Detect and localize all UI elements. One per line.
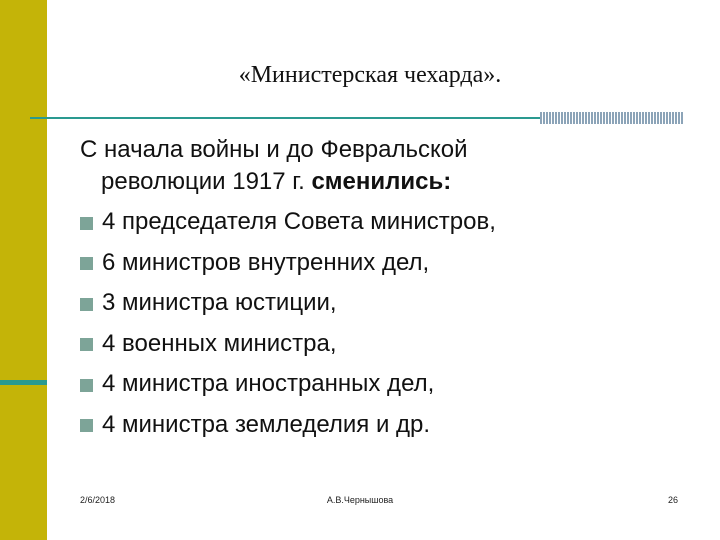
bullet-text: 6 министров внутренних дел,	[102, 248, 430, 276]
side-decor-accent-line	[0, 380, 47, 385]
bullet-text: 4 председателя Совета министров,	[102, 208, 496, 236]
footer-author: А.В.Чернышова	[326, 495, 394, 505]
footer-date: 2/6/2018	[80, 495, 116, 505]
footer-page-number: 26	[667, 495, 678, 505]
intro-line-1: С начала войны и до Февральской	[80, 136, 468, 163]
bullet-text: 4 министра иностранных дел,	[102, 370, 435, 398]
square-bullet-icon	[80, 298, 93, 311]
intro-emphasis: сменились:	[311, 168, 452, 195]
bullet-item	[80, 202, 680, 243]
square-bullet-icon	[80, 217, 93, 230]
bullet-text: 4 военных министра,	[102, 329, 337, 357]
bullet-item	[80, 283, 680, 324]
slide-title: «Министерская чехарда».	[238, 62, 502, 88]
square-bullet-icon	[80, 379, 93, 392]
bullet-item	[80, 243, 680, 284]
intro-text	[80, 134, 680, 198]
bullet-item	[80, 405, 680, 446]
bullet-item	[80, 324, 680, 365]
square-bullet-icon	[80, 338, 93, 351]
intro-line-2-lead: революции 1917 г.	[101, 168, 312, 195]
bullet-list	[80, 202, 680, 445]
bullet-item	[80, 364, 680, 405]
square-bullet-icon	[80, 419, 93, 432]
intro-line-2	[80, 166, 680, 198]
side-decor-band	[0, 0, 47, 540]
title-divider-pattern	[540, 112, 684, 124]
bullet-text: 3 министра юстиции,	[102, 289, 337, 317]
bullet-text: 4 министра земледелия и др.	[102, 410, 431, 438]
square-bullet-icon	[80, 257, 93, 270]
